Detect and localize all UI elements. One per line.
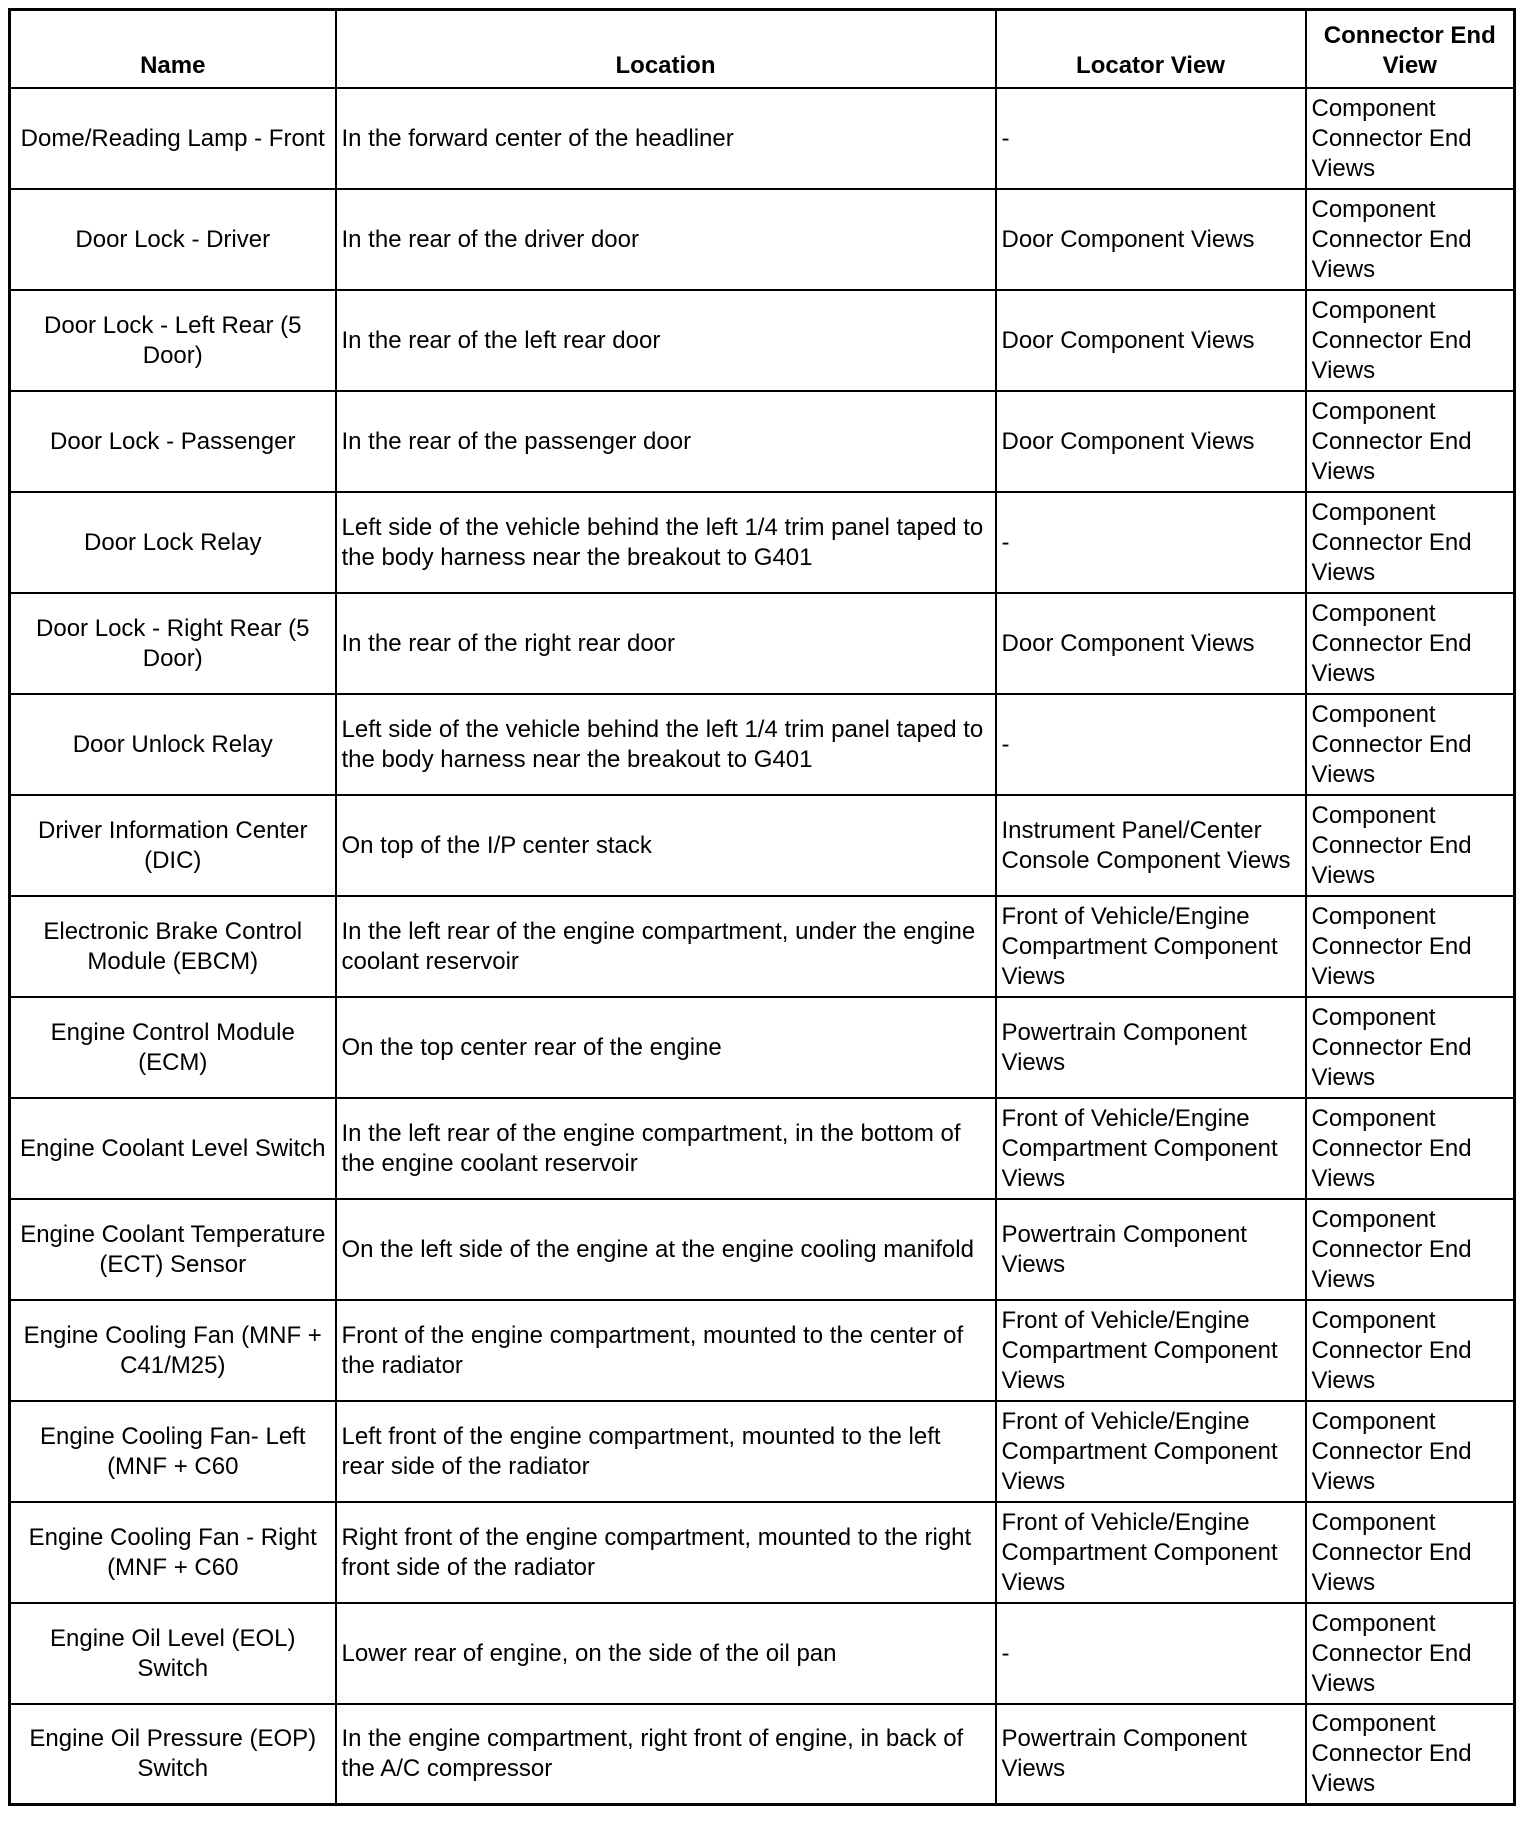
cell-location: On top of the I/P center stack	[336, 795, 996, 896]
cell-locator-view: Front of Vehicle/Engine Compartment Component Views	[996, 1098, 1306, 1199]
cell-locator-view: -	[996, 492, 1306, 593]
cell-name: Engine Cooling Fan (MNF + C41/M25)	[10, 1300, 336, 1401]
cell-connector-end-view: Component Connector End Views	[1306, 1098, 1515, 1199]
cell-locator-view: Front of Vehicle/Engine Compartment Component Views	[996, 1401, 1306, 1502]
cell-locator-view: Front of Vehicle/Engine Compartment Component Views	[996, 896, 1306, 997]
cell-name: Driver Information Center (DIC)	[10, 795, 336, 896]
cell-locator-view: Door Component Views	[996, 189, 1306, 290]
cell-location: In the left rear of the engine compartment, under the engine coolant reservoir	[336, 896, 996, 997]
cell-connector-end-view: Component Connector End Views	[1306, 1704, 1515, 1804]
component-locator-table	[8, 8, 1516, 1806]
cell-connector-end-view: Component Connector End Views	[1306, 1603, 1515, 1704]
cell-location: On the top center rear of the engine	[336, 997, 996, 1098]
cell-locator-view: Door Component Views	[996, 593, 1306, 694]
cell-location: Lower rear of engine, on the side of the oil pan	[336, 1603, 996, 1704]
cell-locator-view: Powertrain Component Views	[996, 1199, 1306, 1300]
cell-location: In the rear of the driver door	[336, 189, 996, 290]
header-location: Location	[336, 10, 996, 89]
cell-location: In the forward center of the headliner	[336, 88, 996, 189]
cell-name: Engine Oil Level (EOL) Switch	[10, 1603, 336, 1704]
table-row	[10, 1300, 1515, 1401]
cell-locator-view: Door Component Views	[996, 290, 1306, 391]
table-row	[10, 189, 1515, 290]
table-row	[10, 1704, 1515, 1804]
table-row	[10, 1401, 1515, 1502]
cell-locator-view: Instrument Panel/Center Console Component Views	[996, 795, 1306, 896]
cell-locator-view: Front of Vehicle/Engine Compartment Component Views	[996, 1300, 1306, 1401]
cell-connector-end-view: Component Connector End Views	[1306, 290, 1515, 391]
cell-name: Engine Oil Pressure (EOP) Switch	[10, 1704, 336, 1804]
table-header-row	[10, 10, 1515, 89]
cell-location: Left side of the vehicle behind the left 1/4 trim panel taped to the body harness near the breakout to G401	[336, 694, 996, 795]
table-row	[10, 391, 1515, 492]
cell-location: Left front of the engine compartment, mounted to the left rear side of the radiator	[336, 1401, 996, 1502]
header-name: Name	[10, 10, 336, 89]
cell-locator-view: -	[996, 88, 1306, 189]
table-row	[10, 1098, 1515, 1199]
cell-location: Left side of the vehicle behind the left 1/4 trim panel taped to the body harness near the breakout to G401	[336, 492, 996, 593]
cell-connector-end-view: Component Connector End Views	[1306, 1401, 1515, 1502]
cell-name: Engine Cooling Fan - Right (MNF + C60	[10, 1502, 336, 1603]
cell-connector-end-view: Component Connector End Views	[1306, 1300, 1515, 1401]
table-row	[10, 290, 1515, 391]
cell-connector-end-view: Component Connector End Views	[1306, 997, 1515, 1098]
table-row	[10, 795, 1515, 896]
cell-connector-end-view: Component Connector End Views	[1306, 896, 1515, 997]
header-connector-end-view: Connector End View	[1306, 10, 1515, 89]
cell-name: Door Lock - Driver	[10, 189, 336, 290]
table-body	[10, 88, 1515, 1804]
table-row	[10, 593, 1515, 694]
header-locator-view: Locator View	[996, 10, 1306, 89]
component-locator-table-page	[8, 8, 1513, 1816]
cell-locator-view: Door Component Views	[996, 391, 1306, 492]
table-row	[10, 1199, 1515, 1300]
cell-name: Door Lock - Passenger	[10, 391, 336, 492]
table-row	[10, 492, 1515, 593]
cell-location: In the rear of the left rear door	[336, 290, 996, 391]
table-row	[10, 1502, 1515, 1603]
cell-connector-end-view: Component Connector End Views	[1306, 1199, 1515, 1300]
cell-name: Door Lock - Left Rear (5 Door)	[10, 290, 336, 391]
cell-name: Door Lock - Right Rear (5 Door)	[10, 593, 336, 694]
cell-name: Engine Coolant Level Switch	[10, 1098, 336, 1199]
cell-locator-view: -	[996, 694, 1306, 795]
cell-name: Dome/Reading Lamp - Front	[10, 88, 336, 189]
table-row	[10, 694, 1515, 795]
cell-connector-end-view: Component Connector End Views	[1306, 492, 1515, 593]
cell-connector-end-view: Component Connector End Views	[1306, 391, 1515, 492]
cell-connector-end-view: Component Connector End Views	[1306, 694, 1515, 795]
cell-location: In the engine compartment, right front of engine, in back of the A/C compressor	[336, 1704, 996, 1804]
cell-locator-view: Front of Vehicle/Engine Compartment Component Views	[996, 1502, 1306, 1603]
cell-locator-view: Powertrain Component Views	[996, 1704, 1306, 1804]
cell-connector-end-view: Component Connector End Views	[1306, 1502, 1515, 1603]
cell-location: In the left rear of the engine compartment, in the bottom of the engine coolant reservoir	[336, 1098, 996, 1199]
cell-location: On the left side of the engine at the engine cooling manifold	[336, 1199, 996, 1300]
cell-location: Right front of the engine compartment, mounted to the right front side of the radiator	[336, 1502, 996, 1603]
table-row	[10, 896, 1515, 997]
cell-locator-view: -	[996, 1603, 1306, 1704]
cell-name: Engine Cooling Fan- Left (MNF + C60	[10, 1401, 336, 1502]
cell-location: In the rear of the passenger door	[336, 391, 996, 492]
cell-locator-view: Powertrain Component Views	[996, 997, 1306, 1098]
table-row	[10, 88, 1515, 189]
cell-connector-end-view: Component Connector End Views	[1306, 795, 1515, 896]
table-row	[10, 997, 1515, 1098]
cell-name: Engine Coolant Temperature (ECT) Sensor	[10, 1199, 336, 1300]
table-row	[10, 1603, 1515, 1704]
cell-location: In the rear of the right rear door	[336, 593, 996, 694]
cell-connector-end-view: Component Connector End Views	[1306, 593, 1515, 694]
cell-location: Front of the engine compartment, mounted to the center of the radiator	[336, 1300, 996, 1401]
cell-connector-end-view: Component Connector End Views	[1306, 189, 1515, 290]
cell-name: Engine Control Module (ECM)	[10, 997, 336, 1098]
cell-connector-end-view: Component Connector End Views	[1306, 88, 1515, 189]
cell-name: Door Unlock Relay	[10, 694, 336, 795]
cell-name: Door Lock Relay	[10, 492, 336, 593]
cell-name: Electronic Brake Control Module (EBCM)	[10, 896, 336, 997]
